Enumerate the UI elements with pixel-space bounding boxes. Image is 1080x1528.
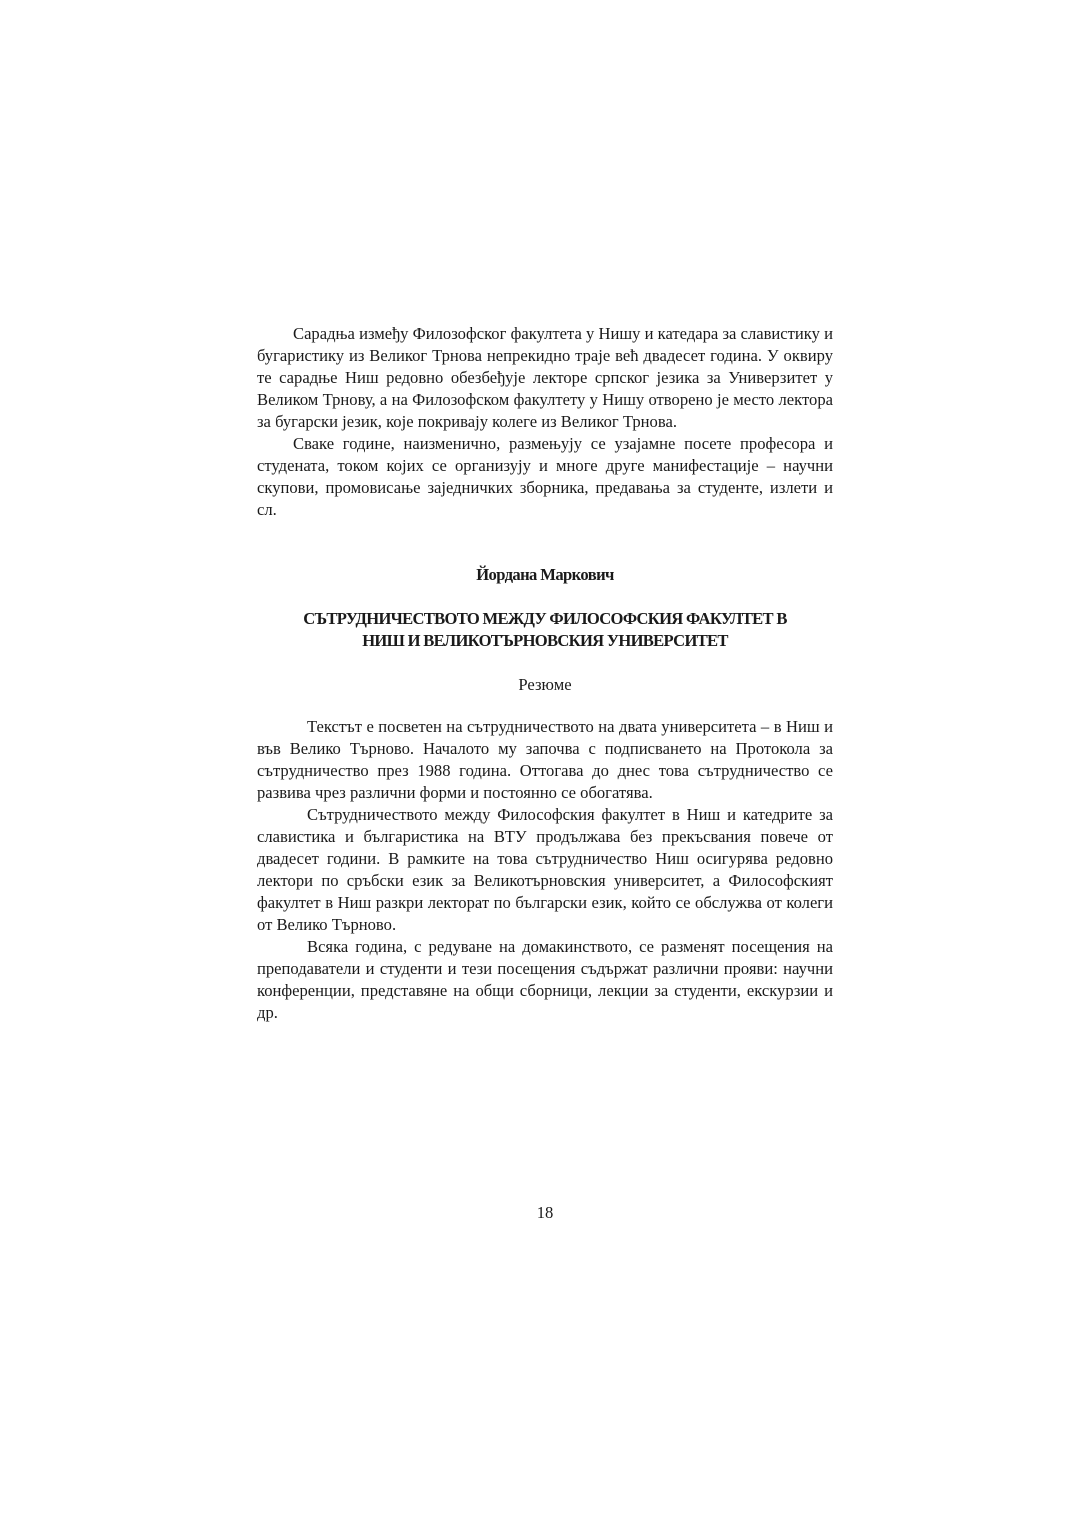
summary-heading: Резюме (518, 675, 572, 694)
title-line: СЪТРУДНИЧЕСТВОТО МЕЖДУ ФИЛОСОФСКИЯ ФАКУЛТЕТ В (303, 609, 787, 628)
serbian-text-block (257, 323, 833, 521)
paragraph: Сваке године, наизменично, размењују се узајамне посете професора и студената, током којих се организују и многе друге манифестације – научни скупови, промовисање заједничких зборника, предавања за студенте, излети и сл. (257, 434, 833, 519)
paragraph: Сътрудничеството между Философския факултет в Ниш и катедрите за славистика и българистика на ВТУ продължава без прекъсвания повече от двадесет години. В рамките на това сътрудничество Ниш осигурява редовно лектори по сръбски език за Великотърновския университет, а Философският факултет в Ниш разкри лекторат по български език, който се обслужва от колеги от Велико Търново. (257, 805, 833, 934)
author-name: Йордана Маркович (476, 565, 614, 584)
page-number: 18 (536, 1203, 554, 1222)
paragraph: Всяка година, с редуване на домакинството, се разменят посещения на преподаватели и студенти и тези посещения съдържат различни прояви: научни конференции, представяне на общи сборници, лекции за студенти, екскурзии и др. (257, 937, 833, 1022)
title-line: НИШ И ВЕЛИКОТЪРНОВСКИЯ УНИВЕРСИТЕТ (362, 631, 728, 650)
article-title (257, 608, 833, 652)
paragraph: Текстът е посветен на сътрудничеството на двата университета – в Ниш и във Велико Търново. Началото му започва с подписването на Протокола за сътрудничество през 1988 година. Оттогава до днес това сътрудничество се развива чрез различни форми и постоянно се обогатява. (257, 717, 833, 802)
paragraph: Сарадња између Филозофског факултета у Нишу и катедара за славистику и бугаристику из Великог Трнова непрекидно траје већ двадесет година. У оквиру те сарадње Ниш редовно обезбеђује лекторе српског језика за Универзитет у Великом Трнову, а на Филозофском факултету у Нишу отворено је место лектора за бугарски језик, које покривају колеге из Великог Трнова. (257, 324, 833, 431)
summary-text-block (257, 716, 833, 1024)
